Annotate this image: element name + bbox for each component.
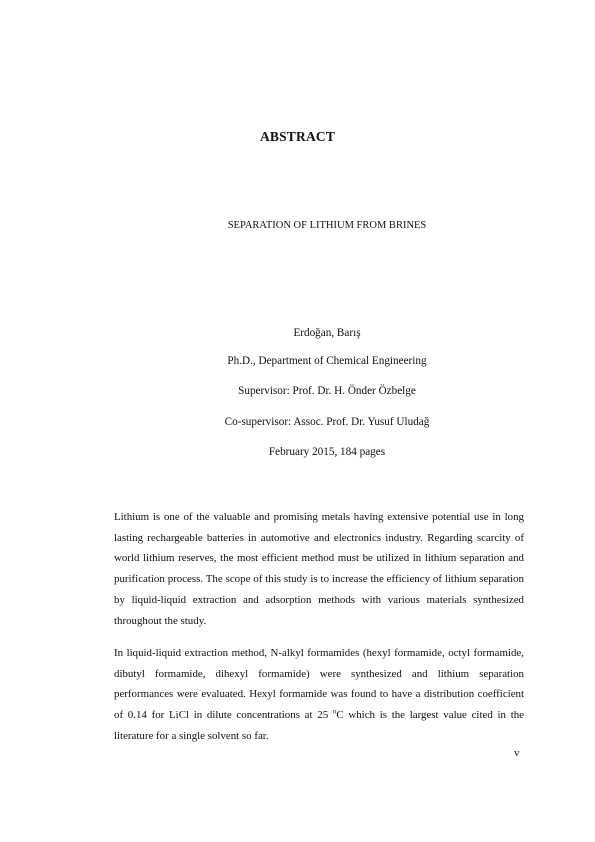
abstract-heading: ABSTRACT: [259, 129, 336, 144]
supervisor: Supervisor: Prof. Dr. H. Önder Özbelge: [238, 385, 416, 397]
thesis-title: SEPARATION OF LITHIUM FROM BRINES: [227, 220, 427, 231]
degree-department: Ph.D., Department of Chemical Engineering: [227, 355, 427, 367]
co-supervisor: Co-supervisor: Assoc. Prof. Dr. Yusuf Uludağ: [224, 416, 430, 428]
abstract-paragraph-1: Lithium is one of the valuable and promising metals having extensive potential use in long lasting rechargeable batteries in automotive and electronics industry. Regarding scarcity of world lithium reserves, the most efficient method must be utilized in lithium separation and purification process. The scope of this study is to increase the efficiency of lithium separation by liquid-liquid extraction and adsorption methods with various materials synthesized throughout the study.: [114, 511, 524, 627]
paragraph-2-text-start: In liquid-liquid extraction method, N-alkyl formamides (hexyl formamide, octyl formamide, dibutyl formamide, dihexyl formamide) were synthesized and lithium separation performances were evaluated. Hexyl formamide was found to have a distribution coefficient of 0.14 for LiCl in dilute concentrations at 25: [114, 647, 524, 722]
paragraph-2-text-end: C which is the largest value cited in the literature for a single solvent so far.: [114, 709, 524, 742]
abstract-paragraph-2: [114, 643, 524, 747]
date-and-pages: February 2015, 184 pages: [268, 446, 386, 458]
page-number: v: [514, 747, 520, 759]
degree-superscript: o: [332, 707, 337, 716]
author-name: Erdoğan, Barış: [293, 327, 361, 339]
